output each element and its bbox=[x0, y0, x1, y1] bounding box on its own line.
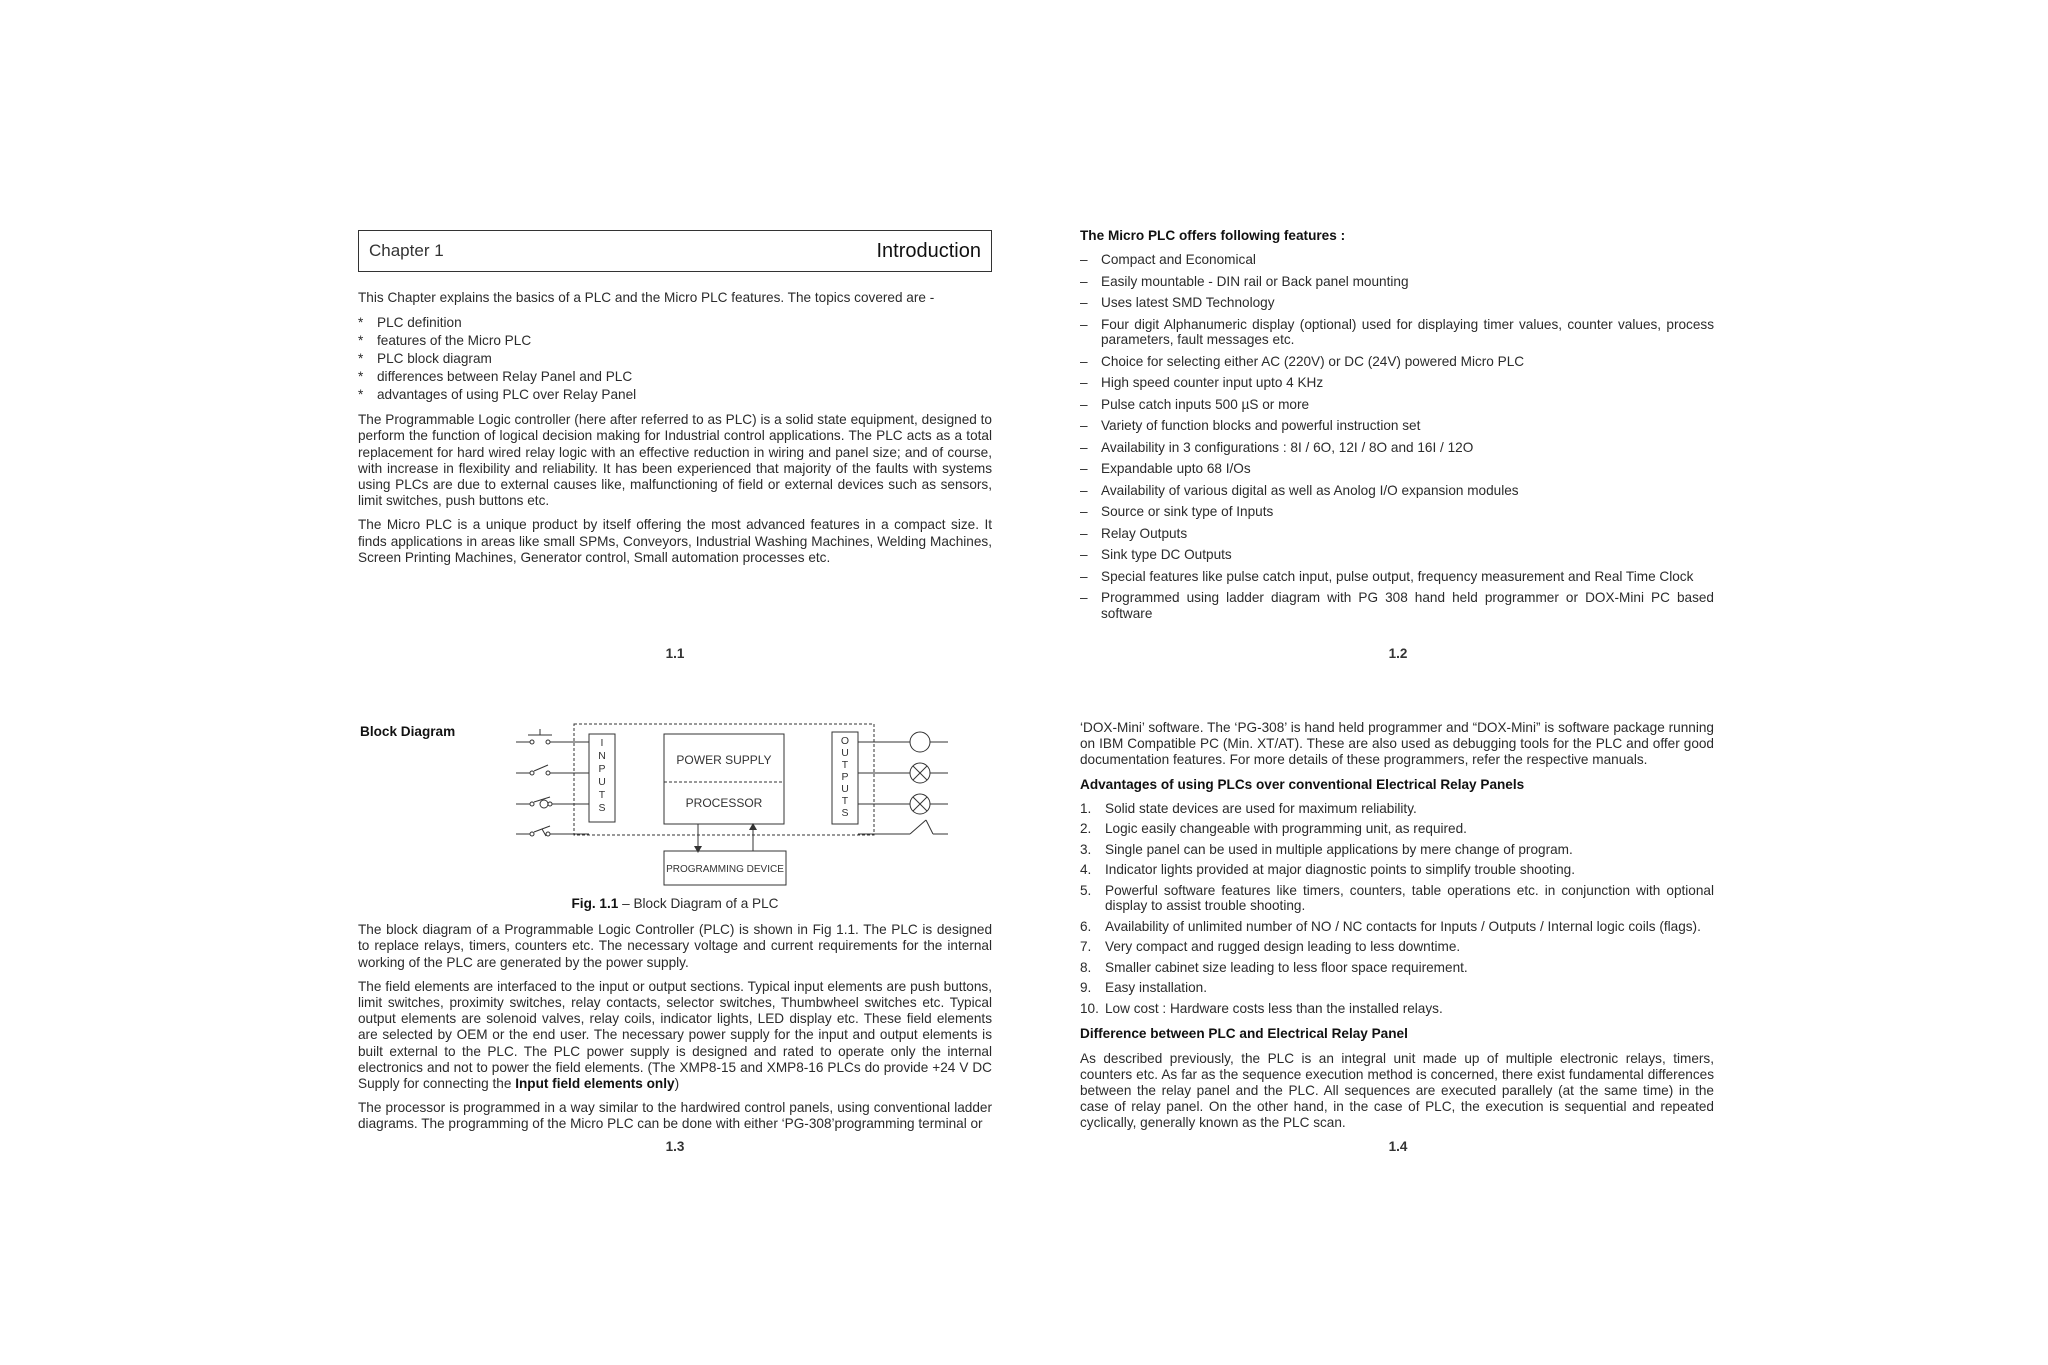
list-item: 10. Low cost : Hardware costs less than the installed relays. bbox=[1080, 1000, 1443, 1016]
list-item: – Uses latest SMD Technology bbox=[1080, 295, 1714, 311]
list-item: – Compact and Economical bbox=[1080, 252, 1714, 268]
power-supply-label: POWER SUPPLY bbox=[676, 753, 772, 767]
list-item: * PLC block diagram bbox=[358, 350, 992, 368]
svg-text:N: N bbox=[598, 750, 606, 762]
svg-text:I: I bbox=[600, 737, 604, 749]
block-diagram-figure bbox=[358, 720, 992, 890]
paragraph-close-paren: ) bbox=[674, 1076, 680, 1092]
list-item: – High speed counter input upto 4 KHz bbox=[1080, 375, 1714, 391]
output-lamp bbox=[858, 732, 948, 752]
block-diagram-label: Block Diagram bbox=[360, 724, 456, 739]
input-field-elements-emphasis: Input field elements only bbox=[515, 1076, 675, 1092]
input-switch-3 bbox=[516, 797, 589, 808]
features-list bbox=[1080, 252, 1714, 621]
list-item: 8. Smaller cabinet size leading to less floor space requirement. bbox=[1080, 959, 1468, 975]
svg-text:S: S bbox=[841, 807, 849, 819]
list-item: 2. Logic easily changeable with programming unit, as required. bbox=[1080, 821, 1467, 837]
outputs-label bbox=[841, 735, 849, 819]
list-item: 1. Solid state devices are used for maximum reliability. bbox=[1080, 800, 1417, 816]
svg-text:S: S bbox=[598, 802, 606, 814]
figure-caption-text: – Block Diagram of a PLC bbox=[618, 896, 779, 911]
plc-block-diagram bbox=[358, 720, 992, 890]
list-item: * advantages of using PLC over Relay Panel bbox=[358, 386, 992, 404]
list-item: – Four digit Alphanumeric display (optional) used for displaying timer values, counter values, process parameters, fault messages etc. bbox=[1080, 317, 1714, 348]
paragraph-micro-plc: The Micro PLC is a unique product by itself offering the most advanced features in a compact size. It finds applications in areas like small SPMs, Conveyors, Industrial Washing Machines, Welding Machines, Screen Printing Machines, Generator control, Small automation processes etc. bbox=[358, 517, 992, 565]
page-1-2 bbox=[1080, 228, 1714, 627]
list-item: – Pulse catch inputs 500 µS or more bbox=[1080, 397, 1714, 413]
svg-text:U: U bbox=[598, 776, 606, 788]
list-item: – Easily mountable - DIN rail or Back panel mounting bbox=[1080, 274, 1714, 290]
power-processor-box bbox=[664, 734, 784, 824]
list-item: – Choice for selecting either AC (220V) or DC (24V) powered Micro PLC bbox=[1080, 354, 1714, 370]
svg-text:T: T bbox=[841, 759, 849, 771]
list-item: – Sink type DC Outputs bbox=[1080, 547, 1714, 563]
paragraph-plc-definition: The Programmable Logic controller (here after referred to as PLC) is a solid state equipment, designed to perform the function of logical decision making for Industrial control applications. The PLC acts as a total replacement for hard wired relay logic with an effective reduction in wiring and panel size; and of course, with increase in flexibility and reliability. It has been experienced that majority of the faults with systems using PLCs are due to external causes like, malfunctioning of field or external devices such as sensors, limit switches, push buttons etc. bbox=[358, 412, 992, 509]
list-item: – Availability of various digital as well as Anolog I/O expansion modules bbox=[1080, 483, 1714, 499]
page-number: 1.3 bbox=[665, 1139, 685, 1154]
list-item: – Programmed using ladder diagram with PG 308 hand held programmer or DOX-Mini PC based software bbox=[1080, 590, 1714, 621]
svg-text:U: U bbox=[841, 747, 849, 759]
processor-label: PROCESSOR bbox=[685, 796, 763, 810]
chapter-header bbox=[358, 230, 992, 272]
features-heading: The Micro PLC offers following features : bbox=[1080, 228, 1346, 243]
list-item: – Variety of function blocks and powerful instruction set bbox=[1080, 418, 1714, 434]
svg-text:P: P bbox=[598, 763, 606, 775]
chapter-title: Introduction bbox=[876, 239, 981, 262]
list-item: – Special features like pulse catch input, pulse output, frequency measurement and Real Time Clock bbox=[1080, 569, 1714, 585]
svg-text:O: O bbox=[840, 735, 850, 747]
list-item: * features of the Micro PLC bbox=[358, 332, 992, 350]
input-switch-4 bbox=[516, 826, 589, 836]
topics-list bbox=[358, 314, 992, 404]
figure-number: Fig. 1.1 bbox=[571, 896, 619, 911]
list-item: – Relay Outputs bbox=[1080, 526, 1714, 542]
list-item: * differences between Relay Panel and PLC bbox=[358, 368, 992, 386]
svg-text:P: P bbox=[841, 771, 849, 783]
page-1-3 bbox=[358, 720, 992, 1141]
list-item: – Expandable upto 68 I/Os bbox=[1080, 461, 1714, 477]
svg-text:T: T bbox=[598, 789, 606, 801]
list-item: 9. Easy installation. bbox=[1080, 980, 1208, 996]
page-number: 1.1 bbox=[665, 646, 685, 661]
list-item: 4. Indicator lights provided at major diagnostic points to simplify trouble shooting. bbox=[1080, 862, 1575, 878]
list-item: – Source or sink type of Inputs bbox=[1080, 504, 1714, 520]
programming-device-label: PROGRAMMING DEVICE bbox=[666, 864, 784, 875]
page-1-4 bbox=[1080, 720, 1714, 1140]
difference-heading: Difference between PLC and Electrical Relay Panel bbox=[1080, 1026, 1408, 1042]
paragraph-difference: As described previously, the PLC is an integral unit made up of multiple electronic relays, timers, counters etc. As far as the sequence execution method is concerned, there exist fundamental differences between the relay panel and the PLC. All sequences are executed parallely (at the same time) in the case of relay panel. On the other hand, in the case of PLC, the execution is sequential and repeated cyclically, generally known as the PLC scan. bbox=[1080, 1050, 1714, 1131]
paragraph-field-elements bbox=[358, 979, 992, 1092]
list-item: – Availability in 3 configurations : 8I / 6O, 12I / 8O and 16I / 12O bbox=[1080, 440, 1714, 456]
chapter-label: Chapter 1 bbox=[369, 240, 444, 260]
page-1-1 bbox=[358, 230, 992, 574]
output-relay-contact bbox=[858, 820, 948, 834]
figure-caption bbox=[358, 896, 992, 912]
arrow-down-icon bbox=[694, 846, 702, 853]
list-item: 6. Availability of unlimited number of NO / NC contacts for Inputs / Outputs / Internal logic coils (flags). bbox=[1080, 918, 1701, 934]
input-switch-2 bbox=[516, 765, 589, 775]
advantages-list bbox=[1080, 801, 1714, 1017]
paragraph-processor: The processor is programmed in a way similar to the hardwired control panels, using conventional ladder diagrams. The programming of the Micro PLC can be done with either ‘PG-308’programming terminal or bbox=[358, 1100, 992, 1132]
advantages-heading: Advantages of using PLCs over conventional Electrical Relay Panels bbox=[1080, 776, 1525, 792]
list-item: 3. Single panel can be used in multiple applications by mere change of program. bbox=[1080, 841, 1573, 857]
page-number: 1.2 bbox=[1388, 646, 1408, 661]
output-valve bbox=[858, 794, 948, 814]
page-number: 1.4 bbox=[1388, 1139, 1408, 1154]
paragraph-dox-mini: ‘DOX-Mini’ software. The ‘PG-308’ is hand held programmer and “DOX-Mini” is software package running on IBM Compatible PC (Min. XT/AT). These are also used as debugging tools for the PLC and offer good documentation features. For more details of these programmers, refer the respective manuals. bbox=[1080, 720, 1714, 768]
intro-text: This Chapter explains the basics of a PLC and the Micro PLC features. The topics covered are - bbox=[358, 290, 935, 305]
list-item: 7. Very compact and rugged design leading to less downtime. bbox=[1080, 939, 1461, 955]
paragraph-field-elements-text: The field elements are interfaced to the input or output sections. Typical input elements are push buttons, limit switches, proximity switches, relay contacts, selector switches, Thumbwheel switches etc. Typical output elements are solenoid valves, relay coils, indicator lights, LED display etc. These field elements are selected by OEM or the end user. The necessary power supply for the input and output elements is built external to the PLC. The PLC power supply is designed and rated to operate only the internal electronics and not to power the field elements. (The XMP8-15 and XMP8-16 PLCs do provide +24 V DC Supply for connecting the bbox=[358, 978, 992, 1092]
output-indicator bbox=[858, 763, 948, 783]
input-switch-pushbutton bbox=[516, 729, 589, 744]
svg-text:T: T bbox=[841, 795, 849, 807]
list-item: * PLC definition bbox=[358, 314, 992, 332]
svg-text:U: U bbox=[841, 783, 849, 795]
plc-boundary bbox=[574, 724, 874, 835]
list-item: 5. Powerful software features like timers, counters, table operations etc. in conjunction with optional display to assist trouble shooting. bbox=[1080, 882, 1714, 914]
paragraph-block-diagram: The block diagram of a Programmable Logic Controller (PLC) is shown in Fig 1.1. The PLC is designed to replace relays, timers, counters etc. The necessary voltage and current requirements for the internal working of the PLC are generated by the power supply. bbox=[358, 922, 992, 970]
inputs-label bbox=[598, 737, 606, 814]
